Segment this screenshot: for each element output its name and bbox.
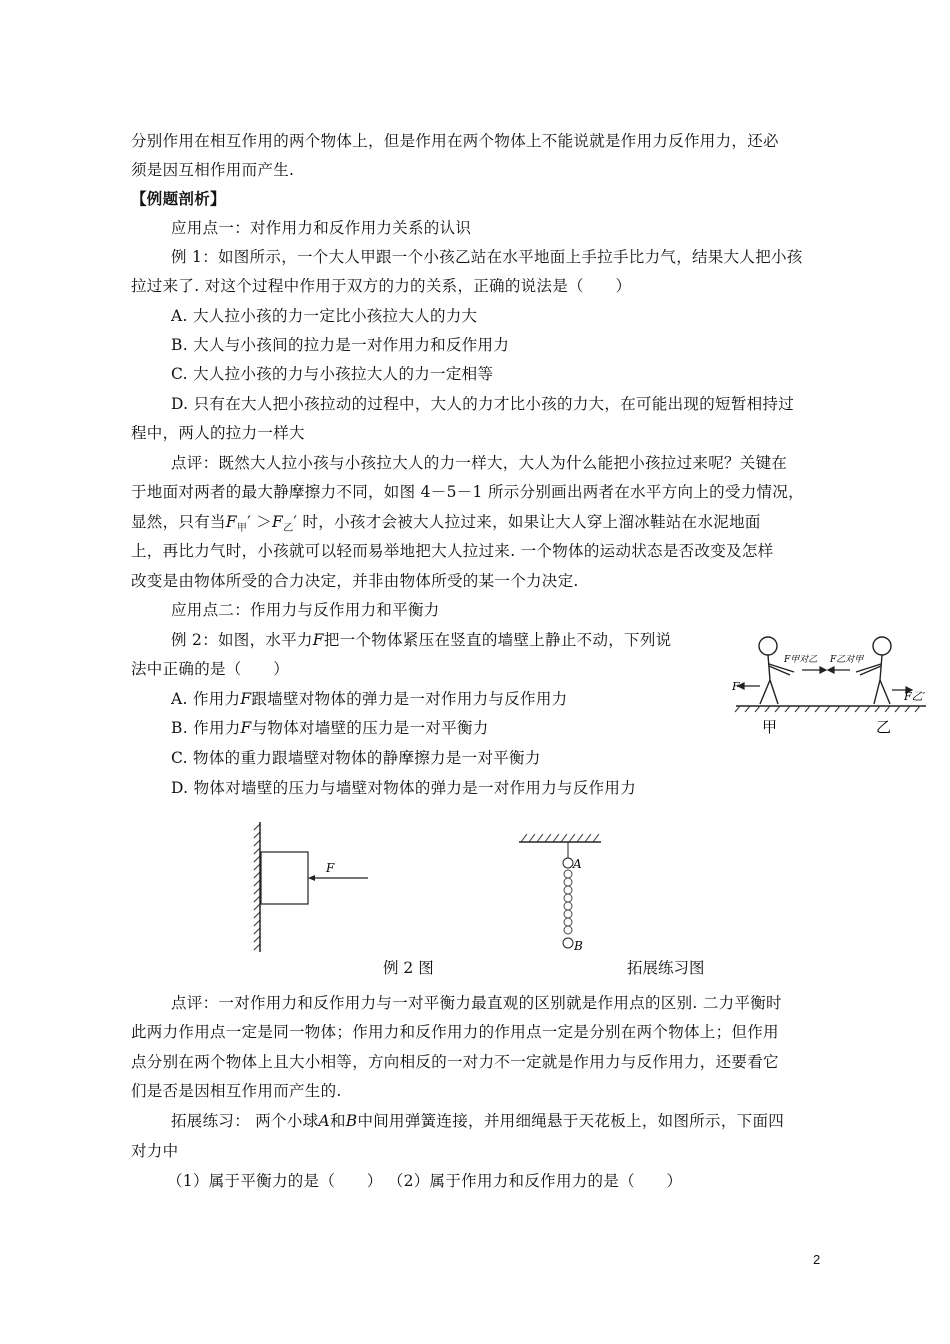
example1-option-c: C. 大人拉小孩的力与小孩拉大人的力一定相等 [171,365,494,383]
intro-line-2: 须是因互相作用而产生. [131,161,295,179]
label-b: B [574,939,583,953]
example2-option-b-text: 与物体对墙壁的压力是一对平衡力 [251,719,489,737]
label-jia: 甲 [762,718,778,736]
example2-line-1 [171,630,671,650]
comment1-line-3a: 显然，只有当 [131,513,226,531]
example1-line-2: 拉过来了. 对这个过程中作用于双方的力的关系，正确的说法是（ ） [131,277,632,295]
section-title: 【例题剖析】 [131,189,226,208]
extension-line-1 [171,1111,784,1131]
comment1-line-2: 于地面对两者的最大静摩擦力不同，如图 4－5－1 所示分别画出两者在水平方向上的受力情况， [131,483,804,501]
wall-hatch [254,824,260,950]
ball-a [563,858,573,868]
person-jia [759,637,794,704]
example2-option-a [171,689,567,709]
example2-option-a-f: F [240,690,252,708]
example2-option-b [171,718,489,738]
force-arrows [738,667,912,693]
extension-b: B [345,1112,358,1130]
f-yi-symbol: F [272,513,284,531]
label-f-left: F [732,680,740,693]
wall-block-figure [250,820,380,955]
example2-line-1b: 把一个物体紧压在竖直的墙壁上静止不动，下列说 [323,631,672,649]
f-jia-symbol: F [225,513,237,531]
example2-line-2: 法中正确的是（ ） [131,660,290,678]
spring-coils [564,870,572,934]
example1-option-b: B. 大人与小孩间的拉力是一对作用力和反作用力 [171,336,510,354]
point1-title: 应用点一：对作用力和反作用力关系的认识 [171,219,472,237]
block [261,852,308,904]
example2-option-a-text: 跟墙壁对物体的弹力是一对作用力与反作用力 [251,690,568,708]
extension-a: A [318,1112,330,1130]
comment1-line-3 [131,512,761,539]
example1-option-a: A. 大人拉小孩的力一定比小孩拉大人的力大 [171,307,478,325]
label-f: F [326,861,335,875]
example2-line-1a: 例 2：如图，水平力 [171,631,313,649]
comment2-line-1: 点评：一对作用力和反作用力与一对平衡力最直观的区别就是作用点的区别. 二力平衡时 [171,994,782,1012]
example2-f-symbol: F [312,631,324,649]
extension-and: 和 [329,1112,346,1130]
label-f-jia-dui-yi: F甲对乙 [784,655,818,665]
example1-option-d-cont: 程中，两人的拉力一样大 [131,424,305,442]
comment1-line-1: 点评：既然大人拉小孩与小孩拉大人的力一样大，大人为什么能把小孩拉过来呢？关键在 [171,454,788,472]
f-yi-subscript: 乙 [283,523,294,535]
f-jia-subscript: 甲 [236,523,248,535]
extension-line-2: 对力中 [131,1142,179,1160]
force-f-arrowhead [308,875,315,881]
example1-line-1: 例 1：如图所示，一个大人甲跟一个小孩乙站在水平地面上手拉手比力气，结果大人把小孩 [171,248,803,266]
extension-line-1a: 拓展练习： 两个小球 [171,1112,319,1130]
comment1-line-3b: ′ 时，小孩才会被大人拉过来，如果让大人穿上溜冰鞋站在水泥地面 [293,513,761,531]
comment1-line-4: 上，再比力气时，小孩就可以轻而易举地把大人拉过来. 一个物体的运动状态是否改变及怎样 [131,542,774,560]
intro-line-1: 分别作用在相互作用的两个物体上，但是作用在两个物体上不能说就是作用力反作用力，还必 [131,132,779,150]
example2-option-b-f: F [240,719,252,737]
example2-option-a-prefix: A. 作用力 [171,690,241,708]
person-yi [856,637,891,704]
ground-hatch [735,706,920,712]
label-f-yi-dui-jia: F乙对甲 [830,655,864,665]
extension-line-1b: 中间用弹簧连接，并用细绳悬于天花板上，如图所示，下面四 [357,1112,785,1130]
extension-line-3: （1）属于平衡力的是（ ） （2）属于作用力和反作用力的是（ ） [167,1172,683,1190]
example1-option-d: D. 只有在大人把小孩拉动的过程中，大人的力才比小孩的力大，在可能出现的短暂相持过 [171,395,795,413]
example2-figure-caption: 例 2 图 [383,959,434,977]
example2-option-b-prefix: B. 作用力 [171,719,241,737]
comment2-line-4: 们是否是因相互作用而产生的. [131,1082,342,1100]
label-a: A [573,857,582,871]
point2-title: 应用点二：作用力与反作用力和平衡力 [171,601,440,619]
label-yi: 乙 [876,718,892,736]
page-number: 2 [813,1252,821,1267]
label-f-yi-prime: F乙′ [904,690,926,703]
comment1-line-5: 改变是由物体所受的合力决定，并非由物体所受的某一个力决定. [131,572,579,590]
example2-option-d: D. 物体对墙壁的压力与墙壁对物体的弹力是一对作用力与反作用力 [171,779,637,797]
comment2-line-3: 点分别在两个物体上且大小相等，方向相反的一对力不一定就是作用力与反作用力，还要看它 [131,1053,779,1071]
extension-figure-caption: 拓展练习图 [627,959,705,977]
spring-figure [515,830,605,958]
ball-b [563,938,573,948]
example2-option-c: C. 物体的重力跟墙壁对物体的静摩擦力是一对平衡力 [171,749,541,767]
ceiling-hatch [521,834,599,842]
greater-than: ′ ＞ [247,513,273,531]
comment2-line-2: 此两力作用点一定是同一物体；作用力和反作用力的作用点一定是分别在两个物体上；但作用 [131,1023,779,1041]
people-tug-figure [732,628,932,740]
